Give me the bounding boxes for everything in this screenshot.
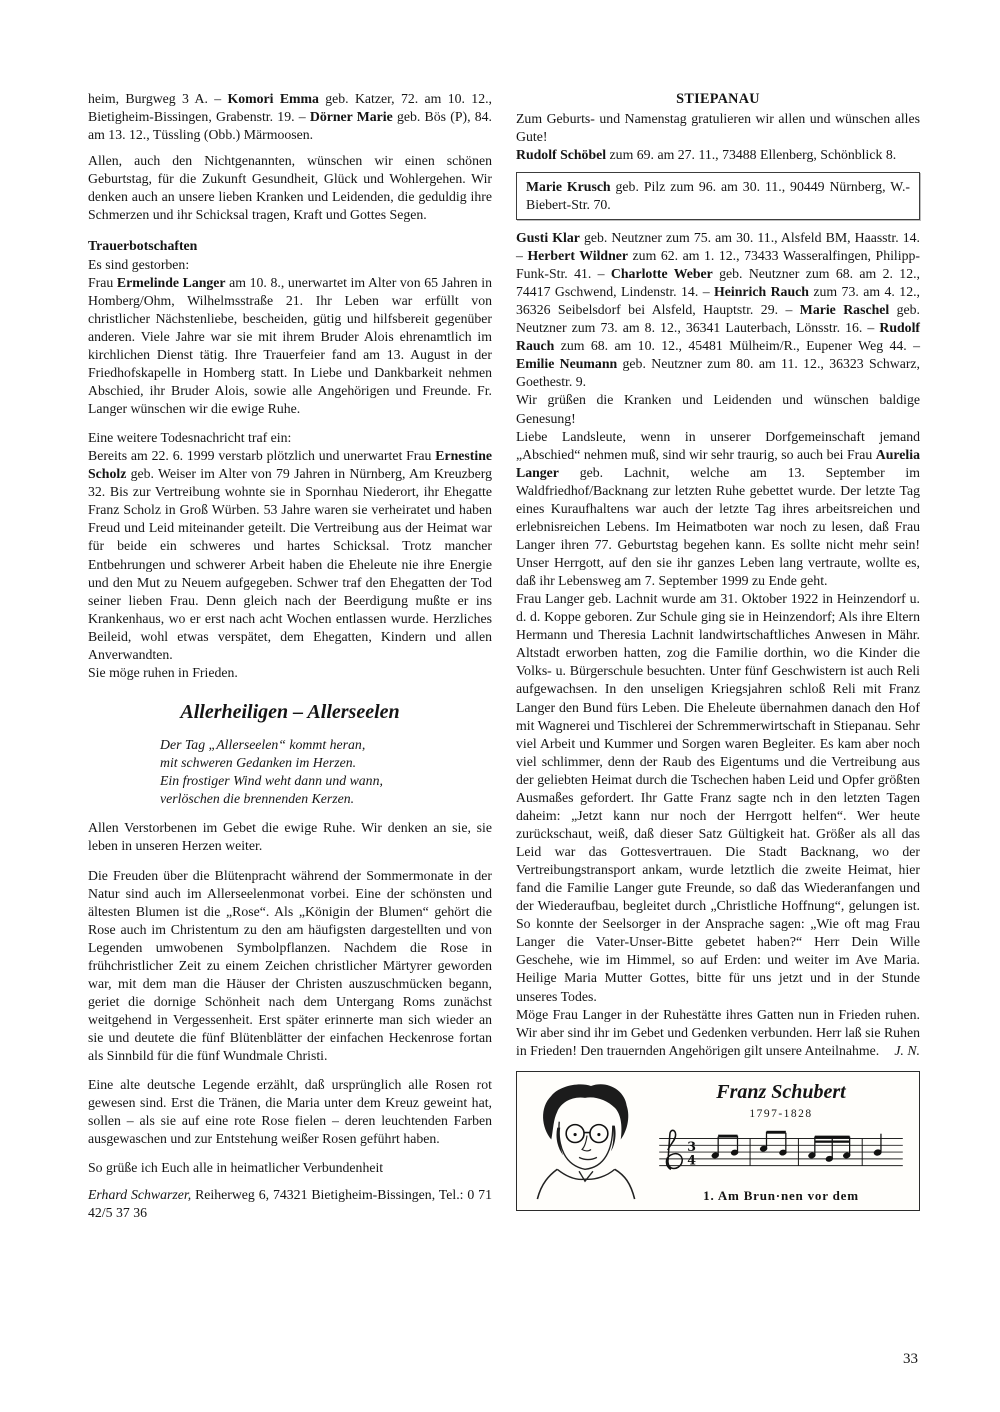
krusch-birthday-line: Marie Krusch geb. Pilz zum 96. am 30. 11., 90449 Nürnberg, W.-Biebert-Str. 70. [526,178,910,212]
svg-text:4: 4 [687,1153,696,1169]
langer-biography-paragraph: Frau Langer geb. Lachnit wurde am 31. Oktober 1922 in Heinzendorf u. d. d. Koppe geboren. Zur Schule ging sie in Heinzendorf; Als ihre Eltern Hermann und Theresia Lachnit landwirtschaftliches Anwesen in Mähr. Altstadt erworben hatten, zog die Familie dorthin, wo die Kinder die Volks- u. Bürgerschule besuchten. Unter fünf Geschwistern ist auch Reli aufgewachsen. In den unseligen Kriegsjahren schloß Reli mit Franz Langer den Bund fürs Leben. Die Eheleute übernahmen danach den Hof mit Wagnerei und Tischlerei der Schremmerwirtschaft in Stiepanau. Sehr viel Arbeit und Kummer und Sorgen waren Begleiter. Es kam aber noch viel schlimmer, denn der Raub des Eigentums und die Vertreibung aus der geliebten Heimat durch die Tschechen haben Leid und Opfer größten Ausmaßes gefordert. Ihr Gatte Franz sagte nch in den letzten Tagen daheim: „Jetzt kann nur noch der Herrgott helfen“. Wer heute zurückschaut, weiß, daß dieser Satz Gültigkeit hat. Größer als all das Leid war das Gottesvertrauen. Die Stadt Backnang, wo der Vertreibungstransport ankam, wurde letztlich die zweite Heimat, hier fand die Familie Langer gute Freunde, so daß das Wiederanfangen und der Wiederaufbau, begleitet durch „Christliche Hoffnung“, gelungen ist. So konnte der Seelsorger in der Ansprache sagen: „Wie oft mag Frau Langer die Vater-Unser-Bitte gebetet haben?“ Herr Dein Wille Geschehe, wie im Himmel, so auf Erden: und weiter im Ave Maria. Heilige Maria Mutter Gottes, bitte für uns jetzt und in der Stunde unseres Todes. [516,591,920,1004]
poem-line: mit schweren Gedanken im Herzen. [160,755,357,771]
section-heading-trauerbotschaften: Trauerbotschaften [88,238,198,254]
rest-in-peace-line: Sie möge ruhen in Frieden. [88,664,238,680]
schoebel-birthday-line: Rudolf Schöbel zum 69. am 27. 11., 73488 Ellenberg, Schönblick 8. [516,146,897,162]
schubert-years-caption: 1797-1828 [749,1108,813,1121]
schubert-name-caption: Franz Schubert [716,1080,846,1103]
obituary-intro-line: Es sind gestorben: [88,256,190,272]
remembrance-paragraph: Allen Verstorbenen im Gebet die ewige Ruhe. Wir denken an sie, sie leben in unseren Herzen weiter. [88,820,492,854]
further-death-notice-line: Eine weitere Todesnachricht traf ein: [88,430,292,446]
allerseelen-heading: Allerheiligen – Allerseelen [180,700,400,723]
poem-line: Ein frostiger Wind weht dann und wann, [160,773,383,789]
song-lyrics-caption: 1. Am Brun·nen vor dem [703,1187,859,1203]
birthday-continuation-paragraph: heim, Burgweg 3 A. – Komori Emma geb. Katzer, 72. am 10. 12., Bietigheim-Bissingen, Grabenstr. 19. – Dörner Marie geb. Bös (P), 84. am 13. 12., Tüssling (Obb.) Märmoosen. [88,91,492,143]
right-column [516,90,920,1222]
rose-legend-paragraph: Eine alte deutsche Legende erzählt, daß ursprünglich alle Rosen rot gewesen sind. Erst die Tränen, die Maria unter dem Kreuz geweint hat, sollen – als sie auf eine rote Rose fielen – deren leuchtenden Farben ausgewaschen und zur Entstehung weißer Rosen geführt haben. [88,1077,492,1147]
poem-line: verlöschen die brennenden Kerzen. [160,791,355,807]
page-number: 33 [903,1351,918,1367]
section-heading-stiepanau: STIEPANAU [676,91,760,107]
obituary-aurelia-langer-paragraph: Liebe Landsleute, wenn in unserer Dorfgemeinschaft jemand „Abschied“ nehmen muß, sind wir sehr traurig, so auch bei Frau Aurelia Langer geb. Lachnit, welche am 13. September im Waldfriedhof/Backnang zur letzten Ruhe gebettet wurde. Der letzte Tag eines Kuraufhaltens war auch der letzte Tag ihres arbeitsreichen und erlebnisreichen Lebens. Im Heimatboten war noch zu lesen, daß Frau Langer ihren 77. Geburtstag begehen kann. Es sollte nicht mehr sein! Unser Herrgott, auf den sie ihr ganzes Leben lang vertraute, wollte es, daß ihr Lebensweg am 7. September 1999 zu Ende geht. [516,428,920,589]
get-well-wishes-line: Wir grüßen die Kranken und Leidenden und wünschen baldige Genesung! [516,392,920,426]
highlighted-birthday-box [516,172,920,220]
music-staff-notes [653,1125,909,1183]
author-initials: J. N. [894,1042,920,1058]
allerseelen-poem [160,736,492,808]
condolence-text: Möge Frau Langer in der Ruhestätte ihres Gatten nun in Frieden ruhen. Wir aber sind ihr im Gebet und Gedenken verbunden. Herr laß sie Ruhen in Frieden! Den trauernden Angehörigen gilt unsere Anteilnahme. [516,1006,920,1058]
author-signature-line: Erhard Schwarzer, Reiherweg 6, 74321 Bietigheim-Bissingen, Tel.: 0 71 42/5 37 36 [88,1186,492,1220]
obituary-scholz-paragraph: Bereits am 22. 6. 1999 verstarb plötzlich und unerwartet Frau Ernestine Scholz geb. Weiser im Alter von 79 Jahren in Nürnberg, Am Kreuzberg 32. Bis zur Vertreibung wohnte sie in Spornhau Niederort, ihr Ehegatte Franz Scholz in Groß Würben. 53 Jahre waren sie verheiratet und haben Freud und Leid miteinander geteilt. Die Vertreibung aus der Heimat war für beide ein schweres und hartes Schicksal. Trotz mancher Entbehrungen und schwerer Arbeit haben die Eheleute nie ihre Energie und den Mut zu Neuem aufgegeben. Schwer traf den Ehegatten der Tod seiner lieben Frau. Denn gleich nach der Beerdigung mußte er ins Krankenhaus, wo er erst nach acht Wochen entlassen wurde. Herzliches Beileid, wohl etwas verspätet, dem Ehegatten, Kindern und allen Anverwandten. [88,448,492,662]
two-column-layout [88,90,920,1222]
svg-text:3: 3 [687,1139,696,1155]
left-column [88,90,492,1222]
schubert-caption-area [653,1078,909,1205]
birthday-list-paragraph: Gusti Klar geb. Neutzner zum 75. am 30. 11., Alsfeld BM, Haasstr. 14. – Herbert Wildner zum 62. am 1. 12., 73433 Wasseralfingen, Philipp-Funk-Str. 41. – Charlotte Weber geb. Neutzner zum 68. am 2. 12., 74417 Gschwend, Lindenstr. 14. – Heinrich Rauch zum 73. am 4. 12., 36326 Seibelsdorf bei Alsfeld, Hauptstr. 29. – Marie Raschel geb. Neutzner zum 73. am 8. 12., 36341 Lauterbach, Lönsstr. 16. – Rudolf Rauch zum 68. am 10. 12., 45481 Mülheim/R., Eupener Weg 44. – Emilie Neumann geb. Neutzner zum 80. am 11. 12., 36323 Schwarz, Goethestr. 9. [516,229,921,390]
birthday-wishes-paragraph: Allen, auch den Nichtgenannten, wünschen wir einen schönen Geburtstag, für die Zukunft Gesundheit, Glück und Wohlergehen. Wir denken auch an unsere lieben Kranken und Leidenden, die geduldig ihre Schmerzen und ihr Schicksal tragen, Kraft und Gottes Segen. [88,153,492,223]
schubert-portrait-sketch [521,1078,653,1205]
condolence-closing-paragraph [516,1006,920,1060]
poem-line: Der Tag „Allerseelen“ kommt heran, [160,737,366,753]
rose-symbolism-paragraph: Die Freuden über die Blütenpracht während der Sommermonate in der Natur sind auch im Allerseelenmonat vorbei. Eine der schönsten und ältesten Blumen ist die „Rose“. Als „Königin der Blumen“ gehört die Rose auch im Christentum zu den am häufigsten dargestellten und von Legenden umwobenen Symbolpflanzen. Nachdem die Rose in frühchristlicher Zeit zu einem Zeichen christlicher Märtyrer geworden war, mit dem man die Häuser der Christen auszuschmücken begann, geriet die dornige Schönheit nach dem Untergang Roms zunächst weitgehend in Vergessenheit. Erst später erinnerte man sich wieder an sie und deutete die fünf Blütenblätter der einfachen Heckenrose fortan als Sinnbild für die fünf Wundmale Christi. [88,867,492,1064]
congratulations-paragraph: Zum Geburts- und Namenstag gratulieren wir allen und wünschen alles Gute! [516,110,920,144]
obituary-langer-paragraph: Frau Ermelinde Langer am 10. 8., unerwartet im Alter von 65 Jahren in Homberg/Ohm, Wilhelmsstraße 21. Ihr Leben war erfüllt von christlicher Nächstenliebe, bescheiden, gütig und hilfsbereit gegenüber anderen. Viele Jahre war sie mit ihrem Bruder Alois ehrenamtlich im kirchlichen Dienst tätig. Ihre Trauerfeier fand am 13. August in der Friedhofskapelle in Homberg statt. In Liebe und Dankbarkeit nehmen Abschied, ihr Bruder Alois, sowie alle Angehörigen und Freunde. Fr. Langer wünschen wir die ewige Ruhe. [88,274,493,416]
schubert-figure [516,1071,920,1211]
greeting-line: So grüße ich Euch alle in heimatlicher Verbundenheit [88,1160,384,1176]
